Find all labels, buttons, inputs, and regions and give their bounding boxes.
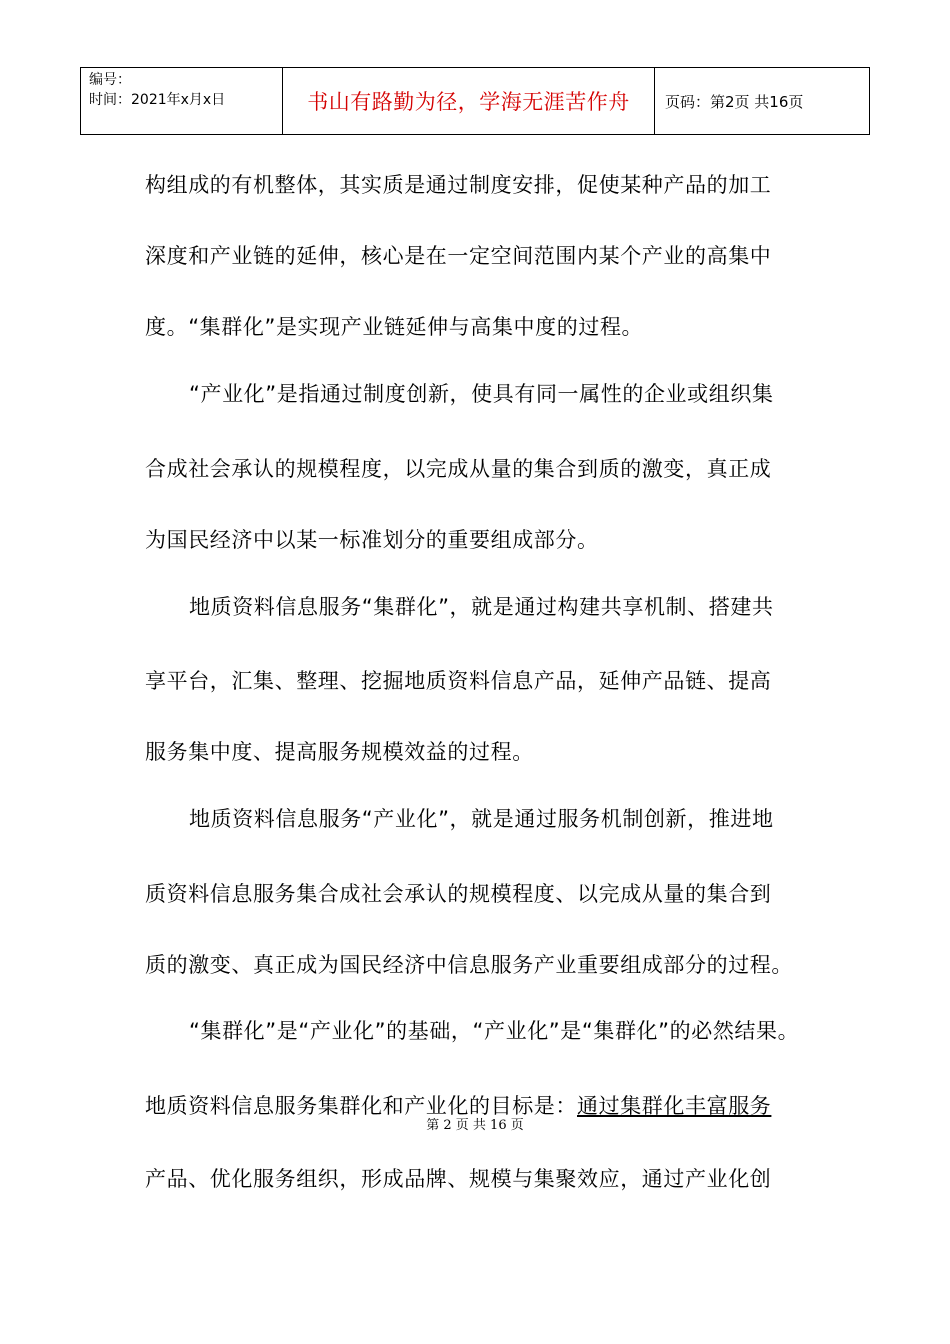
body-line: 度。“集群化”是实现产业链延伸与高集中度的过程。 xyxy=(145,315,644,339)
page-footer: 第 2 页 共 16 页 xyxy=(426,1118,524,1133)
body-line: “集群化”是“产业化”的基础，“产业化”是“集群化”的必然结果。 xyxy=(189,1019,800,1043)
header-meta-cell xyxy=(81,68,283,134)
document-number-label: 编号： xyxy=(89,72,131,88)
body-line: 享平台，汇集、整理、挖掘地质资料信息产品，延伸产品链、提高 xyxy=(145,669,772,693)
body-line-underlined-part: 通过集群化丰富服务 xyxy=(577,1094,772,1118)
body-line: 地质资料信息服务“集群化”，就是通过构建共享机制、搭建共 xyxy=(189,595,774,619)
body-line: 为国民经济中以某一标准划分的重要组成部分。 xyxy=(145,528,599,552)
body-line: 服务集中度、提高服务规模效益的过程。 xyxy=(145,740,534,764)
header-motto: 书山有路勤为径，学海无涯苦作舟 xyxy=(283,68,655,134)
body-line: 地质资料信息服务“产业化”，就是通过服务机制创新，推进地 xyxy=(189,807,774,831)
body-line-part: 地质资料信息服务集群化和产业化的目标是： xyxy=(145,1094,577,1118)
header-page-info: 页码：第2页 共16页 xyxy=(665,92,804,111)
body-line: 合成社会承认的规模程度，以完成从量的集合到质的激变，真正成 xyxy=(145,457,772,481)
body-line: 构组成的有机整体，其实质是通过制度安排，促使某种产品的加工 xyxy=(145,173,772,197)
body-line: 产品、优化服务组织，形成品牌、规模与集聚效应，通过产业化创 xyxy=(145,1167,772,1191)
body-line: 质的激变、真正成为国民经济中信息服务产业重要组成部分的过程。 xyxy=(145,953,793,977)
document-time-label: 时间：2021年x月x日 xyxy=(89,92,226,108)
body-line: 深度和产业链的延伸，核心是在一定空间范围内某个产业的高集中 xyxy=(145,244,772,268)
body-line: 质资料信息服务集合成社会承认的规模程度、以完成从量的集合到 xyxy=(145,882,772,906)
header-table xyxy=(80,67,870,135)
body-line: “产业化”是指通过制度创新，使具有同一属性的企业或组织集 xyxy=(189,382,774,406)
